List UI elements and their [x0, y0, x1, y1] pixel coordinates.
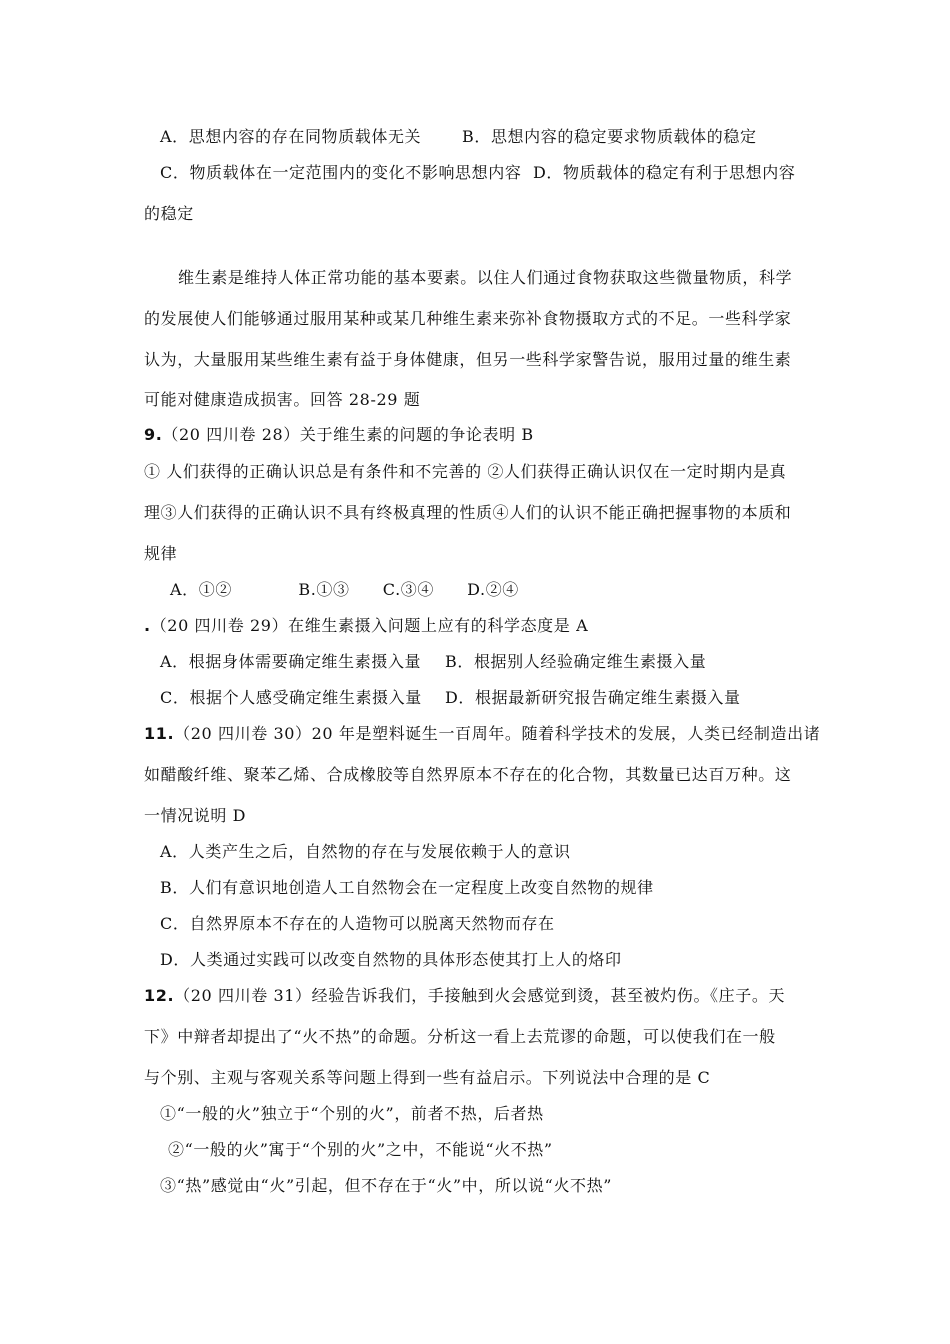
question-11-text: （20 四川卷 30）20 年是塑料诞生一百周年。随着科学技术的发展，人类已经制造出诸	[174, 724, 821, 743]
question-12-number: 12.	[144, 986, 175, 1005]
question-9-options: A．①② B.①③ C.③④ D.②④	[170, 580, 519, 599]
question-9-line-3: 理③人们获得的正确认识不具有终极真理的性质④人们的认识不能正确把握事物的本质和	[144, 503, 792, 522]
question-10-text: （20 四川卷 29）在维生素摄入问题上应有的科学态度是 A	[150, 616, 589, 635]
passage-line-2: 的发展使人们能够通过服用某种或某几种维生素来弥补食物摄取方式的不足。一些科学家	[144, 309, 792, 328]
passage-line-4: 可能对健康造成损害。回答 28-29 题	[144, 390, 421, 409]
question-9-text: （20 四川卷 28）关于维生素的问题的争论表明 B	[162, 425, 534, 444]
question-10-option-a: A．根据身体需要确定维生素摄入量	[160, 652, 422, 671]
question-12-line-2: 下》中辩者却提出了“火不热”的命题。分析这一看上去荒谬的命题，可以使我们在一般	[144, 1027, 776, 1046]
question-10-option-b: B．根据别人经验确定维生素摄入量	[445, 652, 707, 671]
question-10-stem	[144, 616, 588, 636]
question-10-number: .	[144, 616, 151, 635]
prev-option-b: B．思想内容的稳定要求物质载体的稳定	[462, 127, 757, 146]
question-12-stem	[144, 986, 785, 1006]
question-9-line-2: ① 人们获得的正确认识总是有条件和不完善的 ②人们获得正确认识仅在一定时期内是真	[144, 462, 787, 481]
passage-line-1: 维生素是维持人体正常功能的基本要素。以住人们通过食物获取这些微量物质，科学	[178, 268, 793, 287]
question-10-option-c: C．根据个人感受确定维生素摄入量	[160, 688, 422, 707]
question-9-stem	[144, 425, 534, 445]
question-10-option-d: D．根据最新研究报告确定维生素摄入量	[445, 688, 741, 707]
question-11-stem	[144, 724, 820, 744]
question-11-option-d: D．人类通过实践可以改变自然物的具体形态使其打上人的烙印	[160, 950, 622, 969]
question-11-option-b: B．人们有意识地创造人工自然物会在一定程度上改变自然物的规律	[160, 878, 654, 897]
question-11-line-3: 一情况说明 D	[144, 806, 247, 825]
question-9-line-4: 规律	[144, 544, 178, 563]
question-12-text: （20 四川卷 31）经验告诉我们，手接触到火会感觉到烫，甚至被灼伤。《庄子。天	[174, 986, 786, 1005]
question-11-option-c: C．自然界原本不存在的人造物可以脱离天然物而存在	[160, 914, 555, 933]
prev-option-d-cont: 的稳定	[144, 204, 194, 223]
question-11-number: 11.	[144, 724, 175, 743]
question-11-line-2: 如醋酸纤维、聚苯乙烯、合成橡胶等自然界原本不存在的化合物，其数量已达百万种。这	[144, 765, 792, 784]
passage-line-3: 认为，大量服用某些维生素有益于身体健康，但另一些科学家警告说，服用过量的维生素	[144, 350, 792, 369]
question-11-option-a: A．人类产生之后，自然物的存在与发展依赖于人的意识	[160, 842, 571, 861]
question-12-item-3: ③“热”感觉由“火”引起，但不存在于“火”中，所以说“火不热”	[160, 1176, 613, 1195]
question-12-item-2: ②“一般的火”寓于“个别的火”之中，不能说“火不热”	[168, 1140, 553, 1159]
question-9-number: 9.	[144, 425, 163, 444]
question-12-item-1: ①“一般的火”独立于“个别的火”，前者不热，后者热	[160, 1104, 544, 1123]
question-12-line-3: 与个别、主观与客观关系等问题上得到一些有益启示。下列说法中合理的是 C	[144, 1068, 711, 1087]
prev-option-c: C．物质载体在一定范围内的变化不影响思想内容	[160, 163, 522, 182]
prev-option-a: A．思想内容的存在同物质载体无关	[160, 127, 422, 146]
prev-option-d: D．物质载体的稳定有利于思想内容	[533, 163, 796, 182]
